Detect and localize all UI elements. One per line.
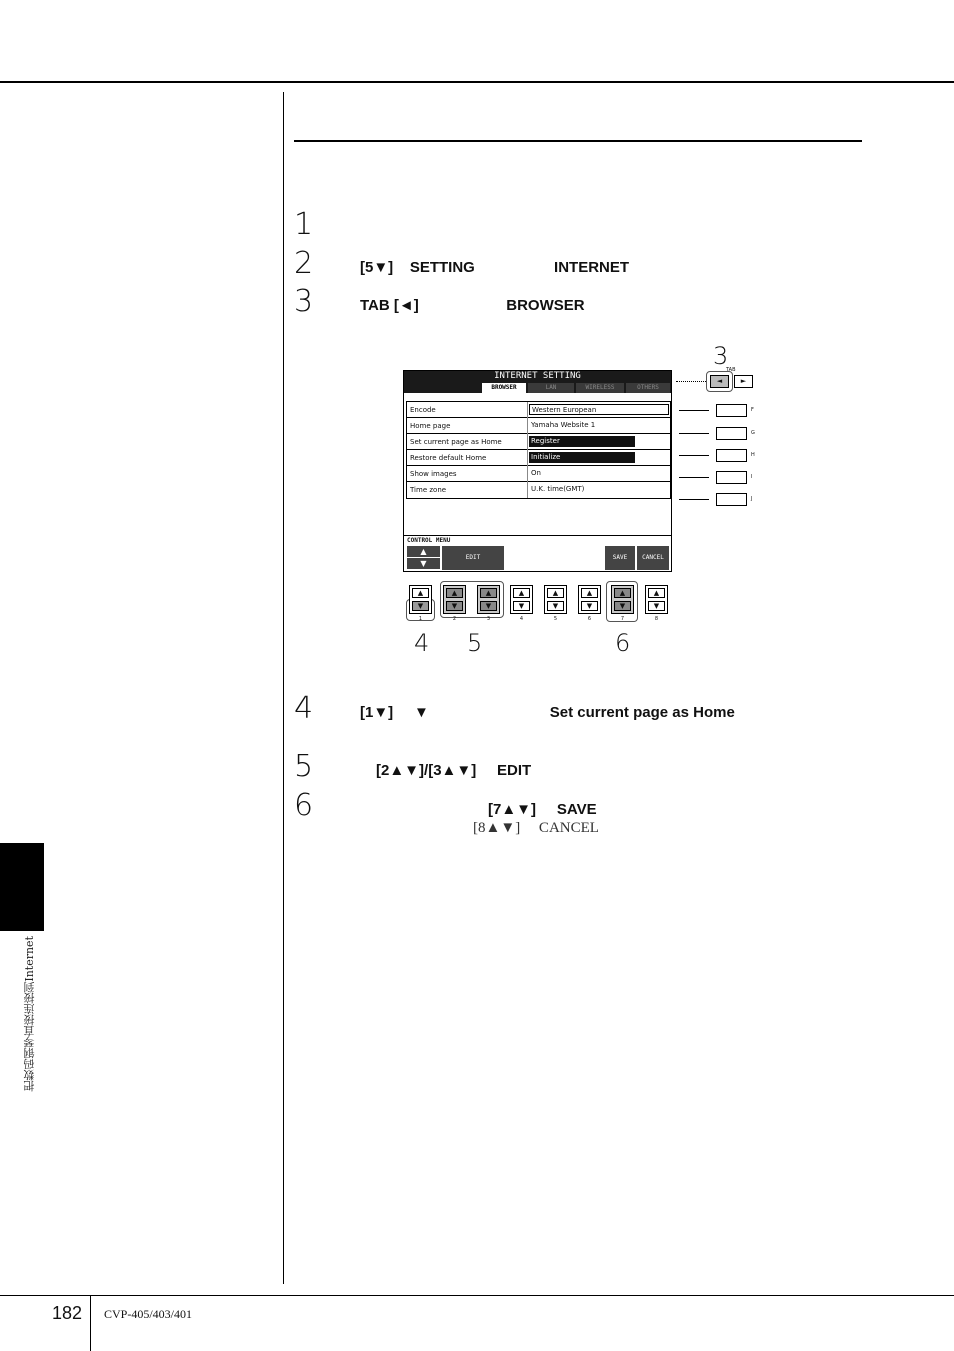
edit-button[interactable]: EDIT <box>442 546 504 570</box>
step-1-number: 1 <box>294 207 314 242</box>
lcd-screen <box>403 370 672 572</box>
save-button[interactable]: SAVE <box>605 546 635 570</box>
panel-button-4[interactable]: ▲ ▼ <box>510 585 533 614</box>
setting-value: Initialize <box>529 452 635 463</box>
column-divider <box>283 92 284 1284</box>
footer-divider <box>90 1295 91 1351</box>
settings-list <box>406 401 671 499</box>
step-6-subtext: [8▲▼] CANCEL <box>473 820 599 836</box>
tab-wireless[interactable]: WIRELESS <box>576 383 624 393</box>
panel-number: 6 <box>587 616 592 622</box>
setting-row-show-images[interactable] <box>407 466 670 482</box>
footer-rule <box>0 1295 954 1296</box>
setting-label: Restore default Home <box>410 454 487 462</box>
step-5-text: [2▲▼]/[3▲▼] EDIT <box>376 762 532 779</box>
button-h[interactable] <box>716 449 747 462</box>
callout-4: 4 <box>414 629 430 657</box>
button-f[interactable] <box>716 404 747 417</box>
setting-value: Yamaha Website 1 <box>531 421 596 429</box>
panel-number: 2 <box>452 616 457 622</box>
panel-number: 8 <box>654 616 659 622</box>
setting-label: Encode <box>410 406 436 414</box>
step-6-text: [7▲▼] SAVE <box>488 801 597 818</box>
cursor-up-icon[interactable]: ▲ <box>407 546 440 557</box>
setting-row-time-zone[interactable] <box>407 482 670 498</box>
setting-label: Time zone <box>410 486 447 494</box>
step-5-number: 5 <box>294 749 314 784</box>
tab-label: TAB <box>726 367 736 373</box>
tab-left-button[interactable]: ◄ <box>710 375 729 388</box>
step-6-number: 6 <box>294 788 314 823</box>
callout-3: 3 <box>713 342 729 370</box>
panel-button-8[interactable]: ▲ ▼ <box>645 585 668 614</box>
setting-value: Western European <box>529 404 669 415</box>
cancel-button[interactable]: CANCEL <box>637 546 669 570</box>
tab-others[interactable]: OTHERS <box>626 383 670 393</box>
panel-button-2[interactable]: ▲ ▼ <box>443 585 466 614</box>
setting-row-home-page[interactable] <box>407 418 670 434</box>
step-3-text: TAB [◄] BROWSER <box>360 297 585 314</box>
screen-title: INTERNET SETTING <box>404 371 671 382</box>
tab-right-button[interactable]: ► <box>734 375 753 388</box>
page-number: 182 <box>52 1303 83 1323</box>
step-4-text: [1▼] ▼ Set current page as Home <box>360 704 735 721</box>
section-rule <box>294 140 862 142</box>
panel-number: 3 <box>486 616 491 622</box>
step-4-number: 4 <box>294 691 314 726</box>
callout-5: 5 <box>467 629 483 657</box>
panel-button-6[interactable]: ▲ ▼ <box>578 585 601 614</box>
button-j[interactable] <box>716 493 747 506</box>
tab-lan[interactable]: LAN <box>528 383 574 393</box>
panel-button-7[interactable]: ▲ ▼ <box>611 585 634 614</box>
setting-label: Home page <box>410 422 451 430</box>
model-name: CVP-405/403/401 <box>104 1307 193 1321</box>
panel-number: 7 <box>620 616 625 622</box>
setting-row-encode[interactable] <box>407 402 670 418</box>
setting-value: Register <box>529 436 635 447</box>
setting-value: U.K. time(GMT) <box>531 485 585 493</box>
setting-row-set-current-home[interactable] <box>407 434 670 450</box>
setting-row-restore-default[interactable] <box>407 450 670 466</box>
panel-button-1[interactable]: ▲ ▼ <box>409 585 432 614</box>
button-g[interactable] <box>716 427 747 440</box>
button-i[interactable] <box>716 471 747 484</box>
panel-number: 4 <box>519 616 524 622</box>
panel-number: 5 <box>553 616 558 622</box>
callout-6: 6 <box>615 629 631 657</box>
tab-browser[interactable]: BROWSER <box>482 383 526 393</box>
setting-value: On <box>531 469 541 477</box>
header-rule <box>0 81 954 83</box>
step-2-number: 2 <box>294 246 314 281</box>
step-2-text: [5▼] SETTING INTERNET <box>360 259 630 276</box>
control-menu-label: CONTROL MENU <box>407 537 451 544</box>
tab-bar <box>404 382 671 393</box>
cursor-down-icon[interactable]: ▼ <box>407 558 440 569</box>
chapter-tab <box>0 843 44 931</box>
step-3-number: 3 <box>294 284 314 319</box>
tab-dotted-leader <box>676 381 706 382</box>
chapter-label: 把数码钢琴直接连接到Internet <box>23 936 36 1092</box>
panel-number: 1 <box>418 616 423 622</box>
panel-button-5[interactable]: ▲ ▼ <box>544 585 567 614</box>
panel-button-3[interactable]: ▲ ▼ <box>477 585 500 614</box>
setting-label: Show images <box>410 470 457 478</box>
setting-label: Set current page as Home <box>410 438 502 446</box>
